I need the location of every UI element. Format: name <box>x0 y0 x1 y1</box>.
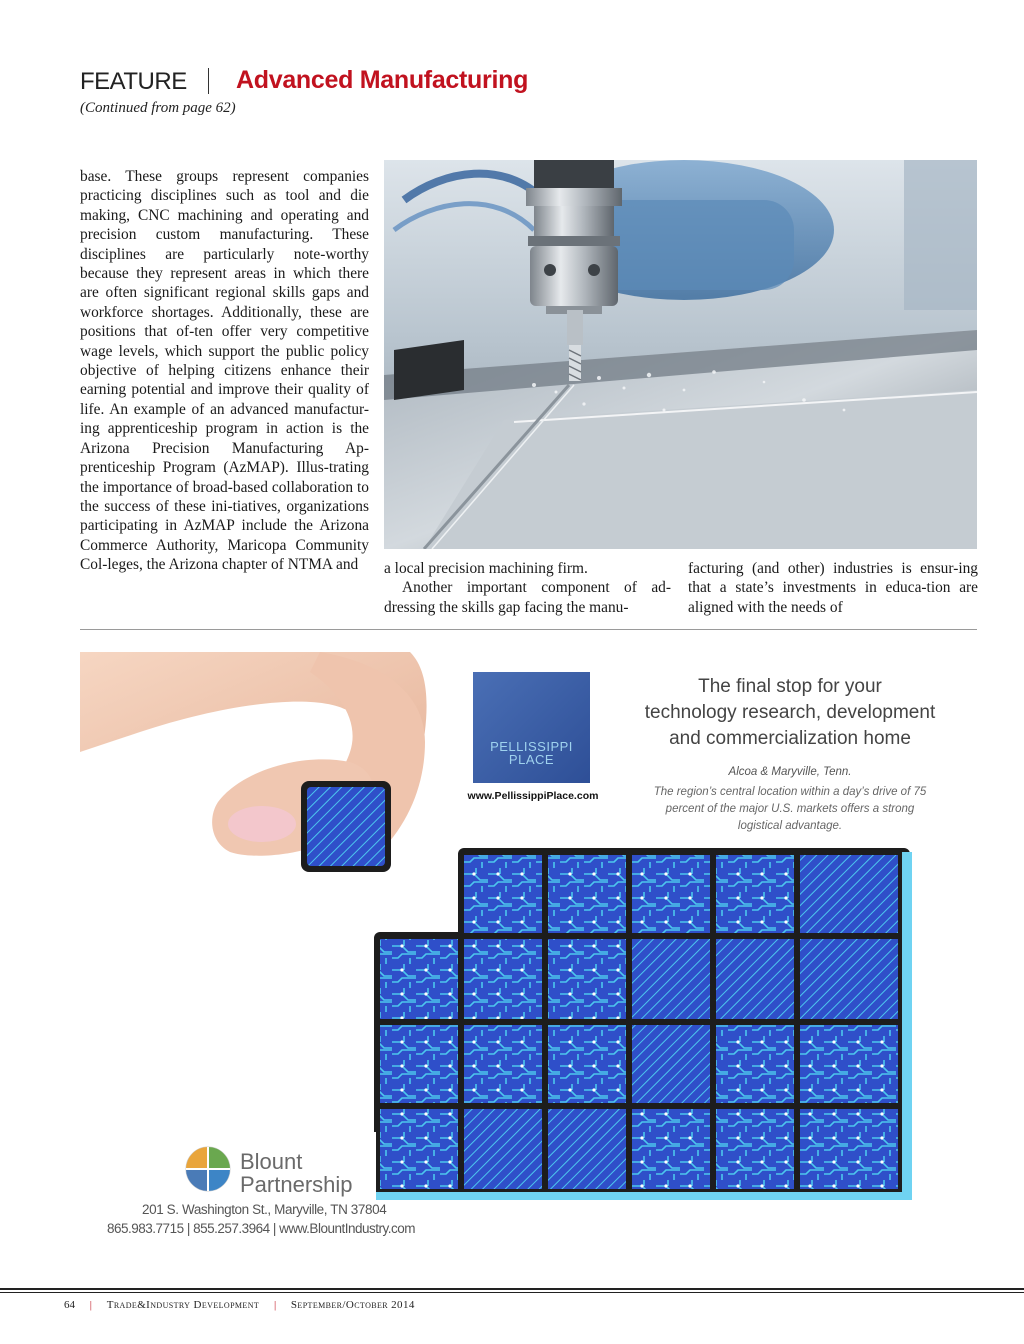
article-divider <box>80 629 977 630</box>
page-number: 64 <box>64 1299 75 1311</box>
section-label: FEATURE <box>80 68 187 95</box>
section-topic: Advanced Manufacturing <box>236 66 529 94</box>
advertisement <box>80 652 977 1252</box>
publication-name: Trade&Industry Development <box>106 1299 260 1311</box>
ad-headline-line-3: and commercialization home <box>669 728 911 749</box>
blount-partnership-name <box>240 1150 353 1196</box>
page-footer <box>64 1299 415 1311</box>
article-text-col2-paragraph: Another important component of ad-dressing the skills gap facing the manu- <box>384 579 671 616</box>
article-column-2 <box>384 559 671 617</box>
continued-note: (Continued from page 62) <box>80 100 236 116</box>
footer-separator-2: | <box>273 1299 277 1311</box>
footer-rule <box>0 1288 1024 1290</box>
issue-date: September/October 2014 <box>290 1299 415 1311</box>
article-text-col1: base. These groups represent companies practicing disciplines such as tool and die making, CNC machining and operating and precision custom manufacturing. These disciplines are particularly note-worthy because they represent areas in which there are often significant regional skills gaps and workforce shortages. Additionally, these are positions that of-ten offer very competitive wage levels, which support the public policy objective of helping citizens enhance their earning potential and improve their quality of life. An example of an advanced manufactur-ing apprenticeship program in action is the Arizona Precision Manufacturing Ap-prenticeship Program (AzMAP). Illus-trating the importance of broad-based collaboration to the success of these ini-tiatives, organizations participating in AzMAP include the Arizona Commerce Authority, Maricopa Community Col-leges, the Arizona chapter of NTMA and <box>80 168 369 574</box>
page-header <box>80 64 980 124</box>
ad-headline-line-2: technology research, development <box>644 702 936 723</box>
ad-body-line-1: The region’s central location within a day’s drive of 75 <box>653 786 927 798</box>
pellissippi-url: www.PellissippiPlace.com <box>467 790 599 802</box>
article-column-3 <box>688 559 978 617</box>
ad-headline <box>600 674 980 752</box>
cnc-machining-photo <box>384 160 977 549</box>
blount-address: 201 S. Washington St., Maryville, TN 37804 <box>142 1202 387 1217</box>
article-text-col3: facturing (and other) industries is ensur-ing that a state’s investments in educa-tion are aligned with the needs of <box>688 560 978 616</box>
header-divider <box>208 68 209 94</box>
ad-body-line-2: percent of the major U.S. markets offers a strong <box>665 803 915 815</box>
pellissippi-logo-text-2: PLACE <box>508 752 555 767</box>
footer-separator: | <box>89 1299 92 1311</box>
article-text-col2-line: a local precision machining firm. <box>384 560 588 577</box>
pellissippi-logo <box>473 672 590 783</box>
ad-location: Alcoa & Maryville, Tenn. <box>728 766 852 778</box>
ad-body-line-3: logistical advantage. <box>737 820 843 832</box>
ad-headline-line-1: The final stop for your <box>698 676 882 697</box>
ad-body <box>620 784 960 835</box>
blount-contact: 865.983.7715 | 855.257.3964 | www.BlountIndustry.com <box>107 1221 415 1236</box>
blount-name-line-2: Partnership <box>240 1172 353 1197</box>
blount-name-line-1: Blount <box>240 1149 303 1174</box>
article-column-1 <box>80 167 369 575</box>
footer-rule-thin <box>0 1292 1024 1293</box>
pellissippi-logo-text-1: PELLISSIPPI <box>490 739 573 754</box>
